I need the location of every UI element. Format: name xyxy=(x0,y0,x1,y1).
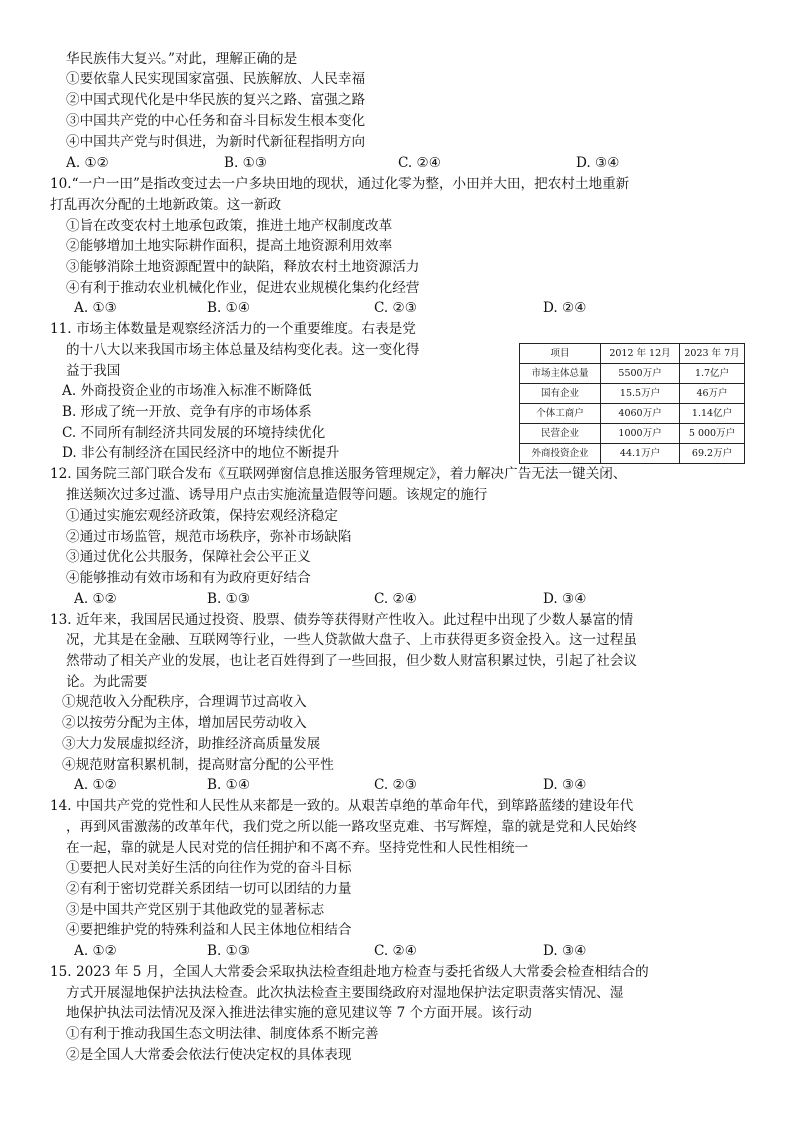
q14-stem-line1: 14. 中国共产党的党性和人民性从来都是一致的。从艰苦卓绝的革命年代，到筚路蓝缕的建设年代 xyxy=(50,798,634,814)
q12-item-3: ③通过优化公共服务，保障社会公平正义 xyxy=(66,549,311,565)
q9-stem: 华民族伟大复兴。”对此，理解正确的是 xyxy=(66,51,298,67)
table-cell: 个体工商户 xyxy=(520,404,601,424)
q14-item-1: ①要把人民对美好生活的向往作为党的奋斗目标 xyxy=(66,860,352,876)
q13-item-4: ④规范财富积累机制，提高财富分配的公平性 xyxy=(62,757,334,773)
q9-option-a: A. ①② xyxy=(66,155,109,171)
q14-stem-line3: 在一起，靠的就是人民对党的信任拥护和不离不弃。坚持党性和人民性相统一 xyxy=(66,840,529,856)
q14-option-d: D. ③④ xyxy=(543,943,587,959)
q13-stem-line2: 况，尤其是在金融、互联网等行业，一些人贷款做大盘子、上市获得更多资金投入。这一过程虽 xyxy=(66,632,637,648)
q12-item-4: ④能够推动有效市场和有为政府更好结合 xyxy=(66,570,311,586)
table-header-cell: 2012 年 12月 xyxy=(601,344,680,364)
q13-item-3: ③大力发展虚拟经济，助推经济高质量发展 xyxy=(62,736,321,752)
table-row xyxy=(520,404,745,424)
q9-item-3: ③中国共产党的中心任务和奋斗目标发生根本变化 xyxy=(66,113,366,129)
table-cell: 外商投资企业 xyxy=(520,444,601,464)
q15-item-1: ①有利于推动我国生态文明法律、制度体系不断完善 xyxy=(66,1026,379,1042)
q11-stem-line1: 11. 市场主体数量是观察经济活力的一个重要维度。右表是党 xyxy=(50,321,416,337)
q10-item-4: ④有利于推动农业机械化作业，促进农业规模化集约化经营 xyxy=(66,280,420,296)
q11-option-d: D. 非公有制经济在国民经济中的地位不断提升 xyxy=(62,445,340,461)
q12-item-1: ①通过实施宏观经济政策，保持宏观经济稳定 xyxy=(66,508,338,524)
q13-stem-line1: 13. 近年来，我国居民通过投资、股票、债券等获得财产性收入。此过程中出现了少数人暴富的情 xyxy=(50,612,634,628)
table-cell: 5 000万户 xyxy=(680,424,745,444)
table-cell: 69.2万户 xyxy=(680,444,745,464)
q12-item-2: ②通过市场监管，规范市场秩序，弥补市场缺陷 xyxy=(66,529,352,545)
q14-option-a: A. ①② xyxy=(74,943,117,959)
table-header-cell: 项目 xyxy=(520,344,601,364)
q15-stem-line2: 方式开展湿地保护法执法检查。此次执法检查主要围绕政府对湿地保护法定职责落实情况、湿 xyxy=(66,985,624,1001)
table-cell: 市场主体总量 xyxy=(520,364,601,384)
q14-option-b: B. ①③ xyxy=(207,943,251,959)
q11-stem-line2: 的十八大以来我国市场主体总量及结构变化表。这一变化得 xyxy=(66,342,420,358)
table-cell: 1000万户 xyxy=(601,424,680,444)
q10-option-b: B. ①④ xyxy=(207,300,251,316)
q13-option-a: A. ①② xyxy=(74,777,117,793)
q9-item-4: ④中国共产党与时俱进，为新时代新征程指明方向 xyxy=(66,134,366,150)
table-row xyxy=(520,424,745,444)
q9-item-2: ②中国式现代化是中华民族的复兴之路、富强之路 xyxy=(66,92,366,108)
q10-item-3: ③能够消除土地资源配置中的缺陷，释放农村土地资源活力 xyxy=(66,259,420,275)
q11-option-a: A. 外商投资企业的市场准入标准不断降低 xyxy=(62,383,312,399)
table-cell: 44.1万户 xyxy=(601,444,680,464)
q10-item-1: ①旨在改变农村土地承包政策，推进土地产权制度改革 xyxy=(66,218,393,234)
q15-item-2: ②是全国人大常委会依法行使决定权的具体表现 xyxy=(66,1047,352,1063)
table-cell: 4060万户 xyxy=(601,404,680,424)
q9-option-d: D. ③④ xyxy=(576,155,620,171)
q10-option-c: C. ②③ xyxy=(374,300,417,316)
q14-item-4: ④要把维护党的特殊利益和人民主体地位相结合 xyxy=(66,922,352,938)
q13-option-d: D. ③④ xyxy=(543,777,587,793)
table-cell: 民营企业 xyxy=(520,424,601,444)
table-header-cell: 2023 年 7月 xyxy=(680,344,745,364)
table-cell: 5500万户 xyxy=(601,364,680,384)
table-cell: 1.7亿户 xyxy=(680,364,745,384)
q14-option-c: C. ②④ xyxy=(374,943,417,959)
q12-stem-line2: 推送频次过多过滥、诱导用户点击实施流量造假等问题。该规定的施行 xyxy=(66,487,488,503)
table-cell: 国有企业 xyxy=(520,384,601,404)
market-entity-table xyxy=(519,343,745,464)
q10-option-d: D. ②④ xyxy=(543,300,587,316)
table-row xyxy=(520,444,745,464)
q9-option-c: C. ②④ xyxy=(398,155,441,171)
table-cell: 1.14亿户 xyxy=(680,404,745,424)
q11-option-c: C. 不同所有制经济共同发展的环境持续优化 xyxy=(62,425,326,441)
table-row xyxy=(520,384,745,404)
q14-stem-line2: ，再到风雷激荡的改革年代，我们党之所以能一路攻坚克难、书写辉煌，靠的就是党和人民始终 xyxy=(66,819,637,835)
q13-item-2: ②以按劳分配为主体，增加居民劳动收入 xyxy=(62,715,307,731)
q13-option-c: C. ②③ xyxy=(374,777,417,793)
q13-stem-line3: 然带动了相关产业的发展，也让老百姓得到了一些回报，但少数人财富积累过快，引起了社会议 xyxy=(66,653,637,669)
q14-item-2: ②有利于密切党群关系团结一切可以团结的力量 xyxy=(66,881,352,897)
q13-option-b: B. ①④ xyxy=(207,777,251,793)
q10-item-2: ②能够增加土地实际耕作面积，提高土地资源利用效率 xyxy=(66,238,393,254)
table-header-row xyxy=(520,344,745,364)
q11-stem-line3: 益于我国 xyxy=(66,363,121,379)
q12-option-b: B. ①③ xyxy=(207,591,251,607)
q12-stem-line1: 12. 国务院三部门联合发布《互联网弹窗信息推送服务管理规定》，着力解决广告无法一键关闭、 xyxy=(50,466,627,482)
table-row xyxy=(520,364,745,384)
q15-stem-line3: 地保护执法司法情况及深入推进法律实施的意见建议等 7 个方面开展。该行动 xyxy=(66,1005,532,1021)
q10-stem-line2: 打乱再次分配的土地新政策。这一新政 xyxy=(50,197,282,213)
table-cell: 15.5万户 xyxy=(601,384,680,404)
q10-stem-line1: 10.“一户一田”是指改变过去一户多块田地的现状，通过化零为整，小田并大田，把农村土地重新 xyxy=(50,176,630,192)
q9-option-b: B. ①③ xyxy=(224,155,268,171)
q13-stem-line4: 论。为此需要 xyxy=(66,674,148,690)
q13-item-1: ①规范收入分配秩序，合理调节过高收入 xyxy=(62,694,307,710)
q12-option-c: C. ②④ xyxy=(374,591,417,607)
q11-option-b: B. 形成了统一开放、竞争有序的市场体系 xyxy=(62,404,312,420)
q12-option-d: D. ③④ xyxy=(543,591,587,607)
table-cell: 46万户 xyxy=(680,384,745,404)
q9-item-1: ①要依靠人民实现国家富强、民族解放、人民幸福 xyxy=(66,71,366,87)
q15-stem-line1: 15. 2023 年 5 月，全国人大常委会采取执法检查组赴地方检查与委托省级人大常委会检查相结合的 xyxy=(50,964,649,980)
q10-option-a: A. ①③ xyxy=(74,300,117,316)
q12-option-a: A. ①② xyxy=(74,591,117,607)
q14-item-3: ③是中国共产党区别于其他政党的显著标志 xyxy=(66,902,325,918)
